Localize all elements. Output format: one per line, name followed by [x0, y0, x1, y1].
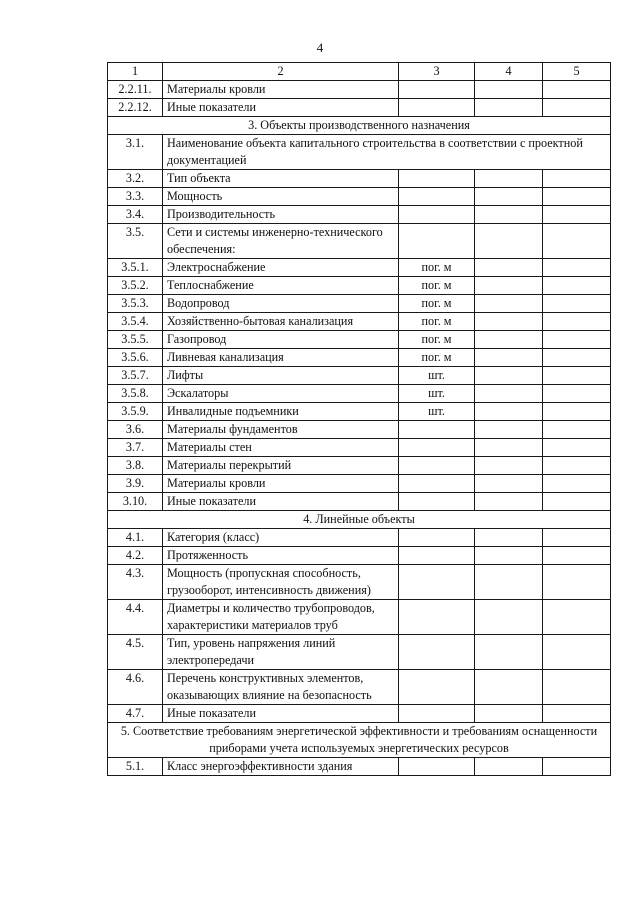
section-header-row — [108, 723, 611, 758]
row-number: 4.5. — [108, 635, 163, 670]
unit-cell — [399, 705, 475, 723]
indicator-name: Лифты — [163, 367, 399, 385]
unit-cell — [399, 547, 475, 565]
page-number: 4 — [316, 40, 324, 55]
unit-cell: пог. м — [399, 277, 475, 295]
row-number: 4.2. — [108, 547, 163, 565]
value-cell — [543, 547, 611, 565]
value-cell — [543, 367, 611, 385]
indicator-name: Эскалаторы — [163, 385, 399, 403]
table-row — [108, 81, 611, 99]
value-cell — [475, 635, 543, 670]
value-cell — [475, 547, 543, 565]
value-cell — [475, 529, 543, 547]
row-number: 3.2. — [108, 170, 163, 188]
unit-cell — [399, 439, 475, 457]
unit-cell — [399, 81, 475, 99]
unit-cell — [399, 493, 475, 511]
table-row — [108, 349, 611, 367]
row-number: 3.10. — [108, 493, 163, 511]
unit-cell: шт. — [399, 403, 475, 421]
table-row — [108, 493, 611, 511]
value-cell — [475, 259, 543, 277]
indicator-name: Материалы кровли — [163, 81, 399, 99]
value-cell — [543, 170, 611, 188]
value-cell — [543, 705, 611, 723]
value-cell — [543, 493, 611, 511]
section-header-row — [108, 117, 611, 135]
indicator-name: Тип объекта — [163, 170, 399, 188]
value-cell — [475, 457, 543, 475]
column-number-row — [108, 63, 611, 81]
value-cell — [543, 295, 611, 313]
value-cell — [475, 670, 543, 705]
value-cell — [475, 206, 543, 224]
indicator-name: Тип, уровень напряжения линий электропередачи — [163, 635, 399, 670]
value-cell — [475, 277, 543, 295]
row-number: 4.7. — [108, 705, 163, 723]
table-row — [108, 367, 611, 385]
value-cell — [475, 475, 543, 493]
value-cell — [543, 670, 611, 705]
table-row — [108, 385, 611, 403]
section-title: 3. Объекты производственного назначения — [108, 117, 611, 135]
value-cell — [543, 277, 611, 295]
value-cell — [475, 758, 543, 776]
value-cell — [543, 206, 611, 224]
row-number: 3.5.5. — [108, 331, 163, 349]
unit-cell: пог. м — [399, 259, 475, 277]
row-number: 2.2.12. — [108, 99, 163, 117]
row-number: 3.8. — [108, 457, 163, 475]
indicator-name: Протяженность — [163, 547, 399, 565]
indicator-name: Материалы кровли — [163, 475, 399, 493]
table-row — [108, 295, 611, 313]
table-row — [108, 670, 611, 705]
value-cell — [475, 313, 543, 331]
value-cell — [543, 403, 611, 421]
indicator-name: Производительность — [163, 206, 399, 224]
unit-cell — [399, 600, 475, 635]
table-row — [108, 331, 611, 349]
unit-cell: шт. — [399, 385, 475, 403]
value-cell — [475, 81, 543, 99]
unit-cell — [399, 565, 475, 600]
value-cell — [475, 493, 543, 511]
row-number: 3.5.2. — [108, 277, 163, 295]
row-number: 3.5.7. — [108, 367, 163, 385]
value-cell — [543, 81, 611, 99]
row-number: 3.5.4. — [108, 313, 163, 331]
row-number: 3.5.8. — [108, 385, 163, 403]
indicator-name: Мощность (пропускная способность, грузооборот, интенсивность движения) — [163, 565, 399, 600]
unit-cell — [399, 188, 475, 206]
section-title: 4. Линейные объекты — [108, 511, 611, 529]
row-number: 3.7. — [108, 439, 163, 457]
row-number: 3.3. — [108, 188, 163, 206]
indicator-name: Категория (класс) — [163, 529, 399, 547]
unit-cell: пог. м — [399, 313, 475, 331]
value-cell — [543, 385, 611, 403]
row-number: 4.4. — [108, 600, 163, 635]
value-cell — [543, 635, 611, 670]
value-cell — [475, 421, 543, 439]
indicator-name: Класс энергоэффективности здания — [163, 758, 399, 776]
row-number: 3.5.6. — [108, 349, 163, 367]
column-header: 1 — [108, 63, 163, 81]
unit-cell — [399, 457, 475, 475]
indicator-name: Хозяйственно-бытовая канализация — [163, 313, 399, 331]
value-cell — [543, 331, 611, 349]
value-cell — [543, 600, 611, 635]
indicator-name: Материалы перекрытий — [163, 457, 399, 475]
value-cell — [475, 367, 543, 385]
indicator-name: Мощность — [163, 188, 399, 206]
row-number: 3.5.3. — [108, 295, 163, 313]
value-cell — [543, 224, 611, 259]
indicator-name: Иные показатели — [163, 99, 399, 117]
row-number: 4.6. — [108, 670, 163, 705]
value-cell — [475, 349, 543, 367]
indicator-name: Сети и системы инженерно-технического обеспечения: — [163, 224, 399, 259]
unit-cell — [399, 758, 475, 776]
unit-cell — [399, 421, 475, 439]
table-row — [108, 99, 611, 117]
table-row — [108, 529, 611, 547]
indicator-name: Ливневая канализация — [163, 349, 399, 367]
row-number: 3.1. — [108, 135, 163, 170]
table-row — [108, 758, 611, 776]
row-number: 3.9. — [108, 475, 163, 493]
unit-cell — [399, 170, 475, 188]
value-cell — [475, 331, 543, 349]
row-number: 5.1. — [108, 758, 163, 776]
indicators-table — [107, 62, 611, 776]
value-cell — [475, 99, 543, 117]
value-cell — [543, 421, 611, 439]
section-title: 5. Соответствие требованиям энергетической эффективности и требованиям оснащенности приборами учета используемых энергетических ресурсов — [108, 723, 611, 758]
table-row — [108, 135, 611, 170]
row-number: 4.1. — [108, 529, 163, 547]
value-cell — [543, 313, 611, 331]
unit-cell — [399, 475, 475, 493]
value-cell — [543, 188, 611, 206]
table-row — [108, 421, 611, 439]
value-cell — [475, 385, 543, 403]
indicator-name: Инвалидные подъемники — [163, 403, 399, 421]
value-cell — [543, 758, 611, 776]
table-row — [108, 403, 611, 421]
indicator-name: Водопровод — [163, 295, 399, 313]
value-cell — [475, 188, 543, 206]
value-cell — [475, 600, 543, 635]
table-row — [108, 457, 611, 475]
value-cell — [475, 439, 543, 457]
row-number: 4.3. — [108, 565, 163, 600]
unit-cell: пог. м — [399, 349, 475, 367]
row-number: 3.5. — [108, 224, 163, 259]
table-row — [108, 224, 611, 259]
value-cell — [475, 224, 543, 259]
row-number: 3.6. — [108, 421, 163, 439]
row-number: 3.5.1. — [108, 259, 163, 277]
unit-cell: пог. м — [399, 331, 475, 349]
value-cell — [543, 439, 611, 457]
indicator-name: Иные показатели — [163, 705, 399, 723]
column-header: 4 — [475, 63, 543, 81]
table-row — [108, 547, 611, 565]
row-number: 3.5.9. — [108, 403, 163, 421]
indicator-name: Материалы фундаментов — [163, 421, 399, 439]
value-cell — [543, 529, 611, 547]
column-header: 5 — [543, 63, 611, 81]
table-row — [108, 705, 611, 723]
table-row — [108, 277, 611, 295]
indicator-name: Электроснабжение — [163, 259, 399, 277]
column-header: 3 — [399, 63, 475, 81]
value-cell — [475, 565, 543, 600]
value-cell — [543, 259, 611, 277]
value-cell — [543, 349, 611, 367]
unit-cell — [399, 99, 475, 117]
column-header: 2 — [163, 63, 399, 81]
indicator-name: Наименование объекта капитального строительства в соответствии с проектной документацией — [163, 135, 611, 170]
value-cell — [475, 705, 543, 723]
value-cell — [475, 295, 543, 313]
table-row — [108, 565, 611, 600]
unit-cell: пог. м — [399, 295, 475, 313]
value-cell — [475, 403, 543, 421]
table-row — [108, 313, 611, 331]
indicator-name: Иные показатели — [163, 493, 399, 511]
table-row — [108, 170, 611, 188]
indicator-name: Теплоснабжение — [163, 277, 399, 295]
indicator-name: Материалы стен — [163, 439, 399, 457]
unit-cell — [399, 635, 475, 670]
value-cell — [543, 99, 611, 117]
section-header-row — [108, 511, 611, 529]
row-number: 2.2.11. — [108, 81, 163, 99]
value-cell — [543, 475, 611, 493]
unit-cell — [399, 206, 475, 224]
unit-cell — [399, 670, 475, 705]
indicator-name: Перечень конструктивных элементов, оказывающих влияние на безопасность — [163, 670, 399, 705]
table-row — [108, 188, 611, 206]
table-row — [108, 439, 611, 457]
indicator-name: Диаметры и количество трубопроводов, характеристики материалов труб — [163, 600, 399, 635]
unit-cell — [399, 224, 475, 259]
table-row — [108, 206, 611, 224]
unit-cell: шт. — [399, 367, 475, 385]
unit-cell — [399, 529, 475, 547]
value-cell — [475, 170, 543, 188]
indicator-name: Газопровод — [163, 331, 399, 349]
table-row — [108, 600, 611, 635]
table-row — [108, 635, 611, 670]
value-cell — [543, 457, 611, 475]
table-row — [108, 475, 611, 493]
table-row — [108, 259, 611, 277]
value-cell — [543, 565, 611, 600]
row-number: 3.4. — [108, 206, 163, 224]
